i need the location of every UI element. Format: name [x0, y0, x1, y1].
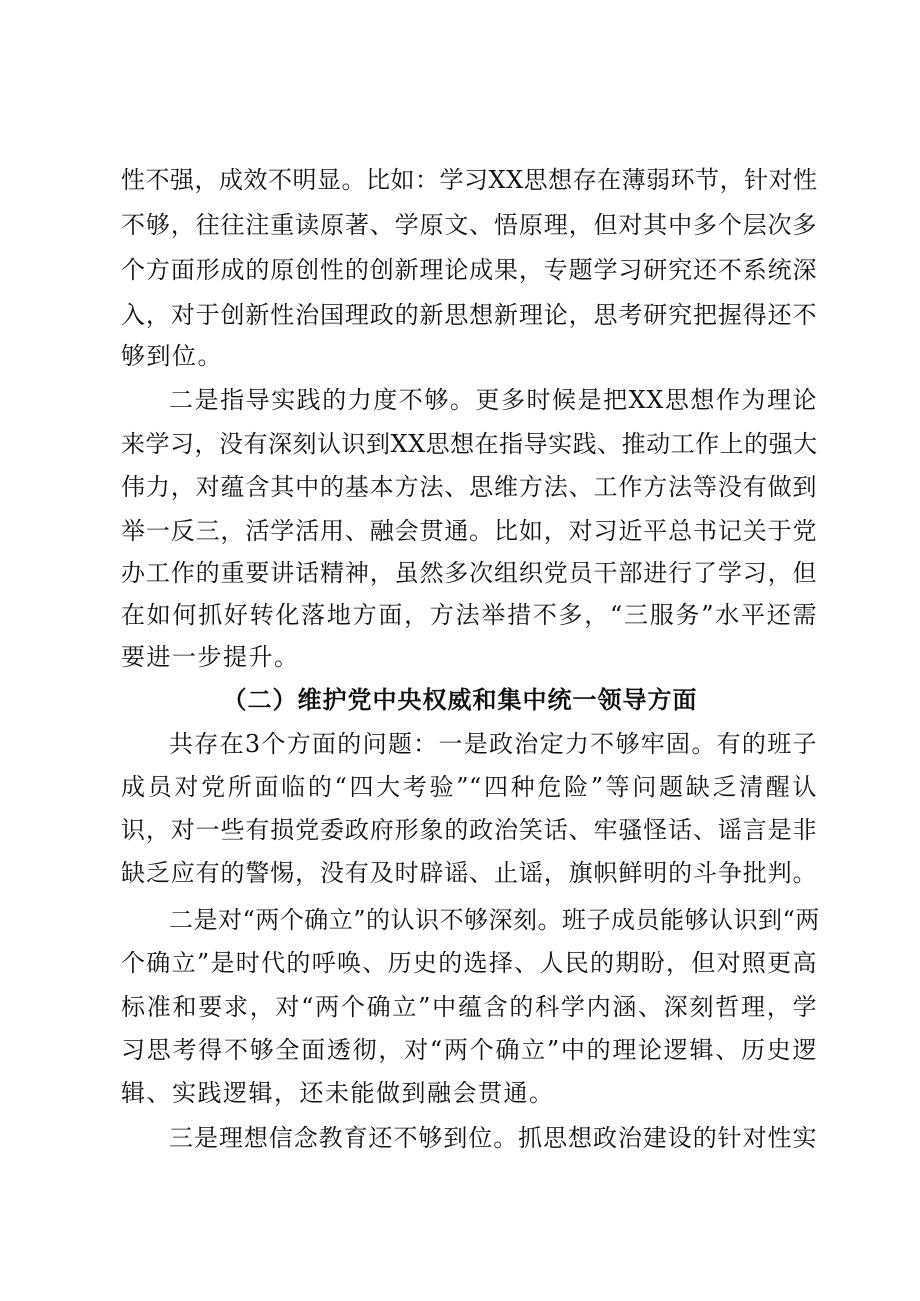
text-line: 个确立”是时代的呼唤、历史的选择、人民的期盼，但对照更高: [121, 949, 817, 977]
text-line: 举一反三，活学活用、融会贯通。比如，对习近平总书记关于党: [121, 517, 817, 545]
text-line: 来学习，没有深刻认识到XX思想在指导实践、推动工作上的强大: [121, 430, 818, 458]
text-line: 三是理想信念教育还不够到位。抓思想政治建设的针对性实: [169, 1124, 817, 1152]
text-line: 个方面形成的原创性的创新理论成果，专题学习研究还不系统深: [121, 256, 817, 284]
text-line: 缺乏应有的警惕，没有及时辟谣、止谣，旗帜鲜明的斗争批判。: [121, 859, 817, 887]
text-line: 二是对“两个确立”的认识不够深刻。班子成员能够认识到“两: [169, 906, 820, 934]
text-line: 在如何抓好转化落地方面，方法举措不多，“三服务”水平还需: [121, 601, 817, 629]
text-line: 够到位。: [121, 342, 223, 370]
text-line: 要进一步提升。: [121, 643, 300, 671]
text-line: 伟力，对蕴含其中的基本方法、思维方法、工作方法等没有做到: [121, 473, 817, 501]
text-line: 识，对一些有损党委政府形象的政治笑话、牢骚怪话、谣言是非: [121, 816, 817, 844]
text-line: 共存在3个方面的问题：一是政治定力不够牢固。有的班子: [169, 730, 817, 758]
text-line: 二是指导实践的力度不够。更多时候是把XX思想作为理论: [169, 386, 817, 414]
text-line: 成员对党所面临的“四大考验”“四种危险”等问题缺乏清醒认: [121, 773, 817, 801]
text-line: 入，对于创新性治国理政的新思想新理论，思考研究把握得还不: [121, 301, 817, 329]
text-line: 办工作的重要讲话精神，虽然多次组织党员干部进行了学习，但: [121, 559, 817, 587]
section-heading: （二）维护党中央权威和集中统一领导方面: [222, 685, 698, 714]
text-line: 辑、实践逻辑，还未能做到融会贯通。: [121, 1079, 555, 1107]
text-line: 习思考得不够全面透彻，对“两个确立”中的理论逻辑、历史逻: [121, 1036, 817, 1064]
text-line: 性不强，成效不明显。比如：学习XX思想存在薄弱环节，针对性: [121, 166, 818, 194]
text-line: 标准和要求，对“两个确立”中蕴含的科学内涵、深刻哲理，学: [121, 993, 817, 1021]
text-line: 不够，往往注重读原著、学原文、悟原理，但对其中多个层次多: [121, 211, 817, 239]
